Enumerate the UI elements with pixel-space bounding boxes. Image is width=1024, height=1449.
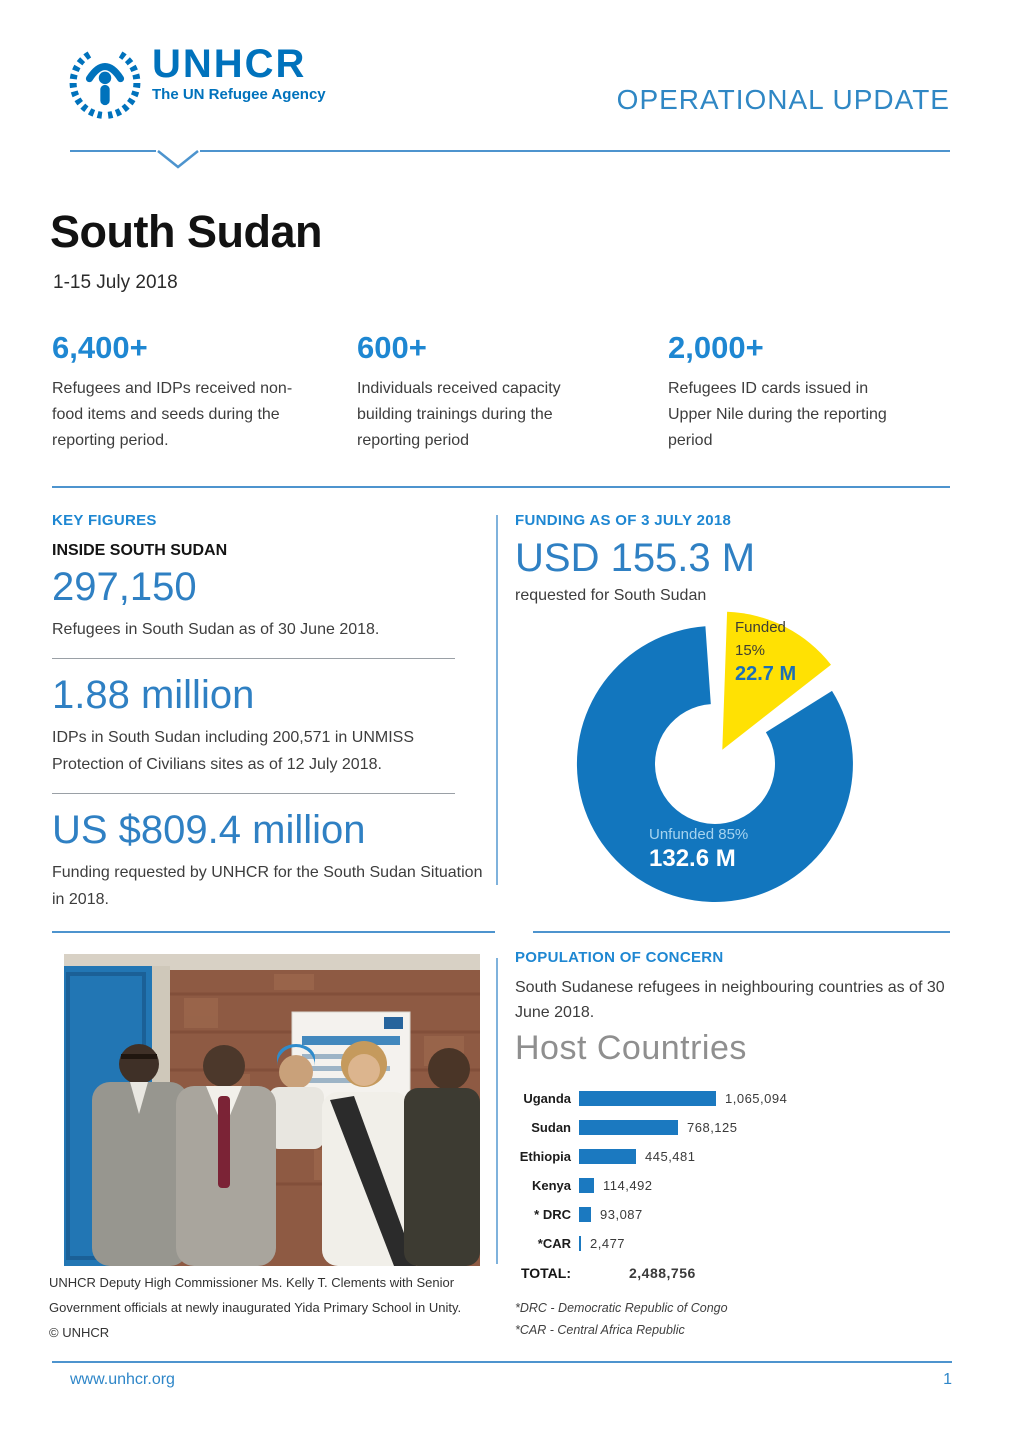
funded-percent: 15% [735, 642, 766, 659]
footnote-drc: *DRC - Democratic Republic of Congo [515, 1301, 728, 1315]
funding-heading: FUNDING AS OF 3 JULY 2018 [515, 512, 732, 529]
bar-value: 93,087 [600, 1207, 643, 1222]
footer-rule [52, 1361, 952, 1363]
host-countries-chart [515, 1084, 963, 1258]
stat-description: Refugees ID cards issued in Upper Nile during the reporting period [668, 380, 887, 449]
highlight-stat-1 [52, 330, 310, 454]
divider [52, 486, 950, 488]
stat-value: 2,000+ [668, 330, 764, 365]
footnote-car: *CAR - Central Africa Republic [515, 1323, 685, 1337]
population-heading: POPULATION OF CONCERN [515, 949, 724, 966]
figure-value: 297,150 [52, 565, 197, 609]
bar-label: Uganda [523, 1091, 571, 1106]
figure-description: IDPs in South Sudan including 200,571 in UNMISS Protection of Civilians sites as of 12 July 2018. [52, 729, 414, 773]
stat-value: 600+ [357, 330, 427, 365]
funding-amount: USD 155.3 M [515, 536, 756, 580]
figure-description: Refugees in South Sudan as of 30 June 2018. [52, 621, 380, 638]
figure-value: US $809.4 million [52, 808, 366, 852]
bar [579, 1091, 716, 1106]
bar-value: 1,065,094 [725, 1091, 788, 1106]
host-countries-title: Host Countries [515, 1029, 747, 1067]
funding-section [515, 512, 952, 909]
bar-value: 768,125 [687, 1120, 738, 1135]
bar-row-car [515, 1229, 963, 1258]
bar-value: 445,481 [645, 1149, 696, 1164]
bar [579, 1149, 636, 1164]
column-divider [496, 515, 498, 885]
doc-type-label: OPERATIONAL UPDATE [616, 84, 950, 115]
photo-caption: UNHCR Deputy High Commissioner Ms. Kelly T. Clements with Senior Government officials at newly inaugurated Yida Primary School in Unity. © UNHCR [49, 1275, 462, 1340]
bar [579, 1207, 591, 1222]
reporting-period: 1-15 July 2018 [53, 272, 178, 293]
total-label: TOTAL: [520, 1265, 571, 1281]
bar [579, 1120, 678, 1135]
key-figures-section [52, 512, 484, 913]
figure-value: 1.88 million [52, 673, 255, 717]
header-rule-left [70, 150, 156, 152]
header-rule-right [200, 150, 950, 152]
bar-label: * DRC [534, 1207, 571, 1222]
bar-label: Ethiopia [519, 1149, 571, 1164]
bar [579, 1178, 594, 1193]
bar-row-ethiopia [515, 1142, 963, 1171]
unfunded-label: Unfunded 85% [649, 826, 749, 843]
page-number: 1 [943, 1371, 952, 1388]
population-description: South Sudanese refugees in neighbouring countries as of 30 June 2018. [515, 979, 945, 1021]
bar [579, 1236, 581, 1251]
bar-label: Sudan [531, 1120, 571, 1135]
bar-row-kenya [515, 1171, 963, 1200]
unhcr-logo-text [152, 42, 326, 103]
divider [52, 793, 455, 794]
page-title: South Sudan [50, 206, 322, 257]
logo-name: UNHCR [152, 42, 307, 86]
funded-label: Funded [735, 619, 786, 636]
logo-tagline: The UN Refugee Agency [152, 86, 326, 103]
unhcr-logo [66, 42, 326, 125]
highlight-stat-3 [668, 330, 908, 454]
chevron-down-icon [156, 149, 200, 176]
total-row [515, 1259, 963, 1287]
bar-label: Kenya [531, 1178, 571, 1193]
divider [533, 931, 950, 933]
funding-subtitle: requested for South Sudan [515, 587, 707, 604]
funded-amount: 22.7 M [735, 663, 797, 685]
bar-label: *CAR [537, 1236, 571, 1251]
key-figures-subheading: INSIDE SOUTH SUDAN [52, 542, 228, 559]
key-figures-heading: KEY FIGURES [52, 512, 157, 529]
divider [52, 658, 455, 659]
stat-description: Individuals received capacity building trainings during the reporting period [357, 380, 561, 449]
unfunded-amount: 132.6 M [649, 845, 736, 872]
population-section [515, 949, 963, 1341]
highlight-stat-2 [357, 330, 609, 454]
bar-value: 114,492 [603, 1178, 653, 1193]
bar-row-drc [515, 1200, 963, 1229]
bar-row-sudan [515, 1113, 963, 1142]
stat-description: Refugees and IDPs received non-food items and seeds during the reporting period. [52, 380, 293, 449]
stat-value: 6,400+ [52, 330, 148, 365]
funding-donut-chart [573, 611, 905, 909]
figure-description: Funding requested by UNHCR for the South Sudan Situation in 2018. [52, 864, 483, 908]
bar-value: 2,477 [590, 1236, 626, 1251]
bar-row-uganda [515, 1084, 963, 1113]
footer-url-link[interactable]: www.unhcr.org [70, 1371, 175, 1388]
column-divider [496, 958, 498, 1264]
unhcr-emblem-icon [66, 42, 144, 125]
total-value: 2,488,756 [629, 1265, 696, 1281]
footnotes [515, 1297, 963, 1341]
divider [52, 931, 495, 933]
photo [64, 954, 480, 1266]
